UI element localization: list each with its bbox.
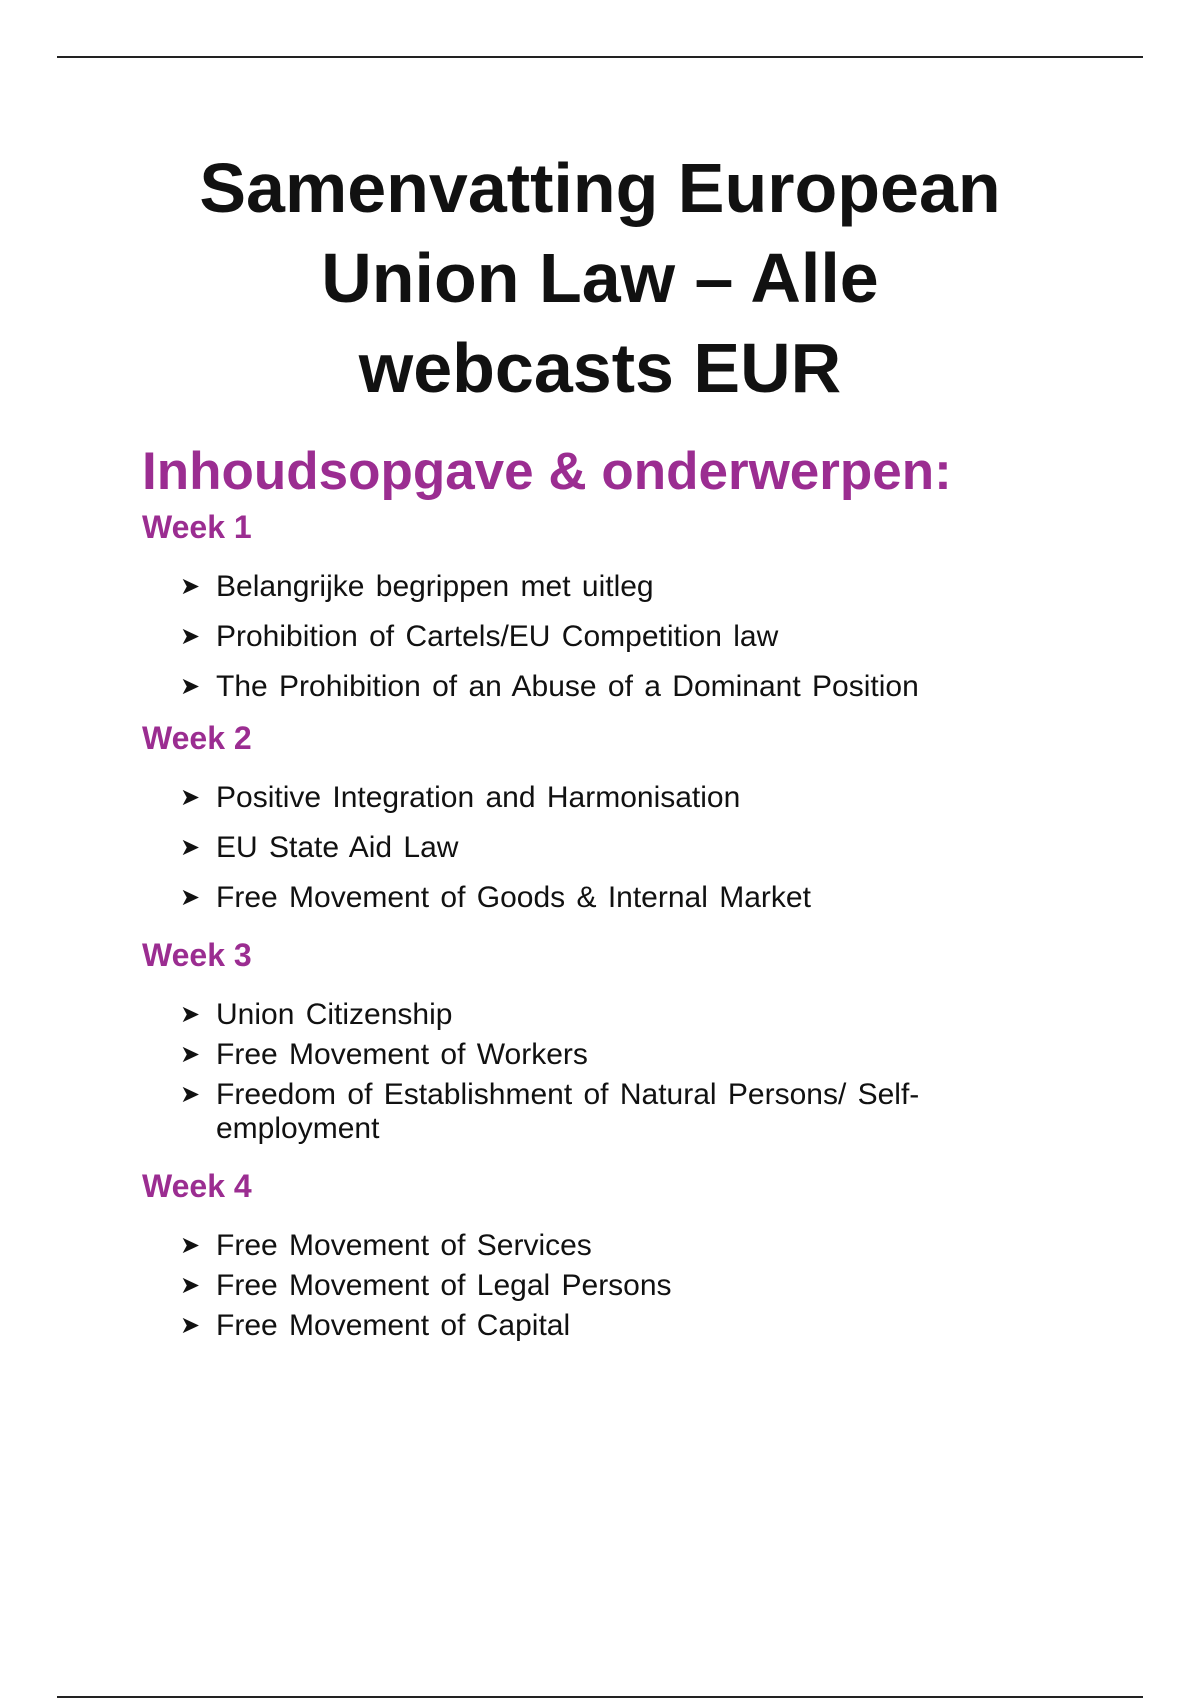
- list-item: [180, 881, 1102, 915]
- header-rule: [57, 56, 1143, 58]
- list-item: [180, 1038, 1102, 1072]
- topic-text: Union Citizenship: [216, 998, 453, 1031]
- list-item: [180, 1229, 1102, 1263]
- arrowhead-bullet-icon: ➤: [180, 1232, 201, 1259]
- topic-text: Freedom of Establishment of Natural Persons/ Self-employment: [216, 1078, 920, 1145]
- topic-text: EU State Aid Law: [216, 831, 459, 864]
- week-heading: Week 4: [142, 1168, 252, 1204]
- topic-list: [142, 570, 1102, 704]
- week-section-4: [142, 1164, 1102, 1343]
- list-item: [180, 620, 1102, 654]
- list-item: [180, 670, 1102, 704]
- topic-text: Free Movement of Legal Persons: [216, 1269, 672, 1302]
- table-of-contents: [142, 505, 1102, 1343]
- arrowhead-bullet-icon: ➤: [180, 1001, 201, 1028]
- week-section-1: [142, 505, 1102, 704]
- toc-heading: Inhoudsopgave & onderwerpen:: [142, 442, 952, 501]
- document-title-line: Union Law – Alle: [321, 239, 879, 317]
- arrowhead-bullet-icon: ➤: [180, 573, 201, 600]
- list-item: [180, 1269, 1102, 1303]
- topic-text: Belangrijke begrippen met uitleg: [216, 570, 654, 603]
- topic-text: Positive Integration and Harmonisation: [216, 781, 741, 814]
- list-item: [180, 831, 1102, 865]
- topic-list: [142, 1229, 1102, 1343]
- arrowhead-bullet-icon: ➤: [180, 673, 201, 700]
- topic-text: Prohibition of Cartels/EU Competition law: [216, 620, 779, 653]
- arrowhead-bullet-icon: ➤: [180, 1272, 201, 1299]
- week-heading: Week 2: [142, 720, 252, 756]
- week-heading: Week 1: [142, 509, 252, 545]
- topic-list: [142, 781, 1102, 915]
- topic-text: Free Movement of Goods & Internal Market: [216, 881, 811, 914]
- arrowhead-bullet-icon: ➤: [180, 1312, 201, 1339]
- list-item: [180, 998, 1102, 1032]
- week-heading: Week 3: [142, 937, 252, 973]
- topic-text: Free Movement of Workers: [216, 1038, 588, 1071]
- arrowhead-bullet-icon: ➤: [180, 834, 201, 861]
- document-title-line: webcasts EUR: [358, 329, 842, 407]
- list-item: [180, 781, 1102, 815]
- footer-rule: [57, 1696, 1143, 1698]
- topic-text: Free Movement of Services: [216, 1229, 592, 1262]
- week-section-3: [142, 933, 1102, 1146]
- document-title-line: Samenvatting European: [199, 149, 1001, 227]
- document-title: [100, 143, 1100, 413]
- arrowhead-bullet-icon: ➤: [180, 884, 201, 911]
- arrowhead-bullet-icon: ➤: [180, 784, 201, 811]
- list-item: [180, 1078, 976, 1146]
- topic-list: [142, 998, 1102, 1146]
- topic-text: The Prohibition of an Abuse of a Dominant Position: [216, 670, 919, 703]
- topic-text: Free Movement of Capital: [216, 1309, 571, 1342]
- arrowhead-bullet-icon: ➤: [180, 1041, 201, 1068]
- arrowhead-bullet-icon: ➤: [180, 623, 201, 650]
- list-item: [180, 1309, 1102, 1343]
- week-section-2: [142, 716, 1102, 915]
- list-item: [180, 570, 1102, 604]
- arrowhead-bullet-icon: ➤: [180, 1081, 201, 1108]
